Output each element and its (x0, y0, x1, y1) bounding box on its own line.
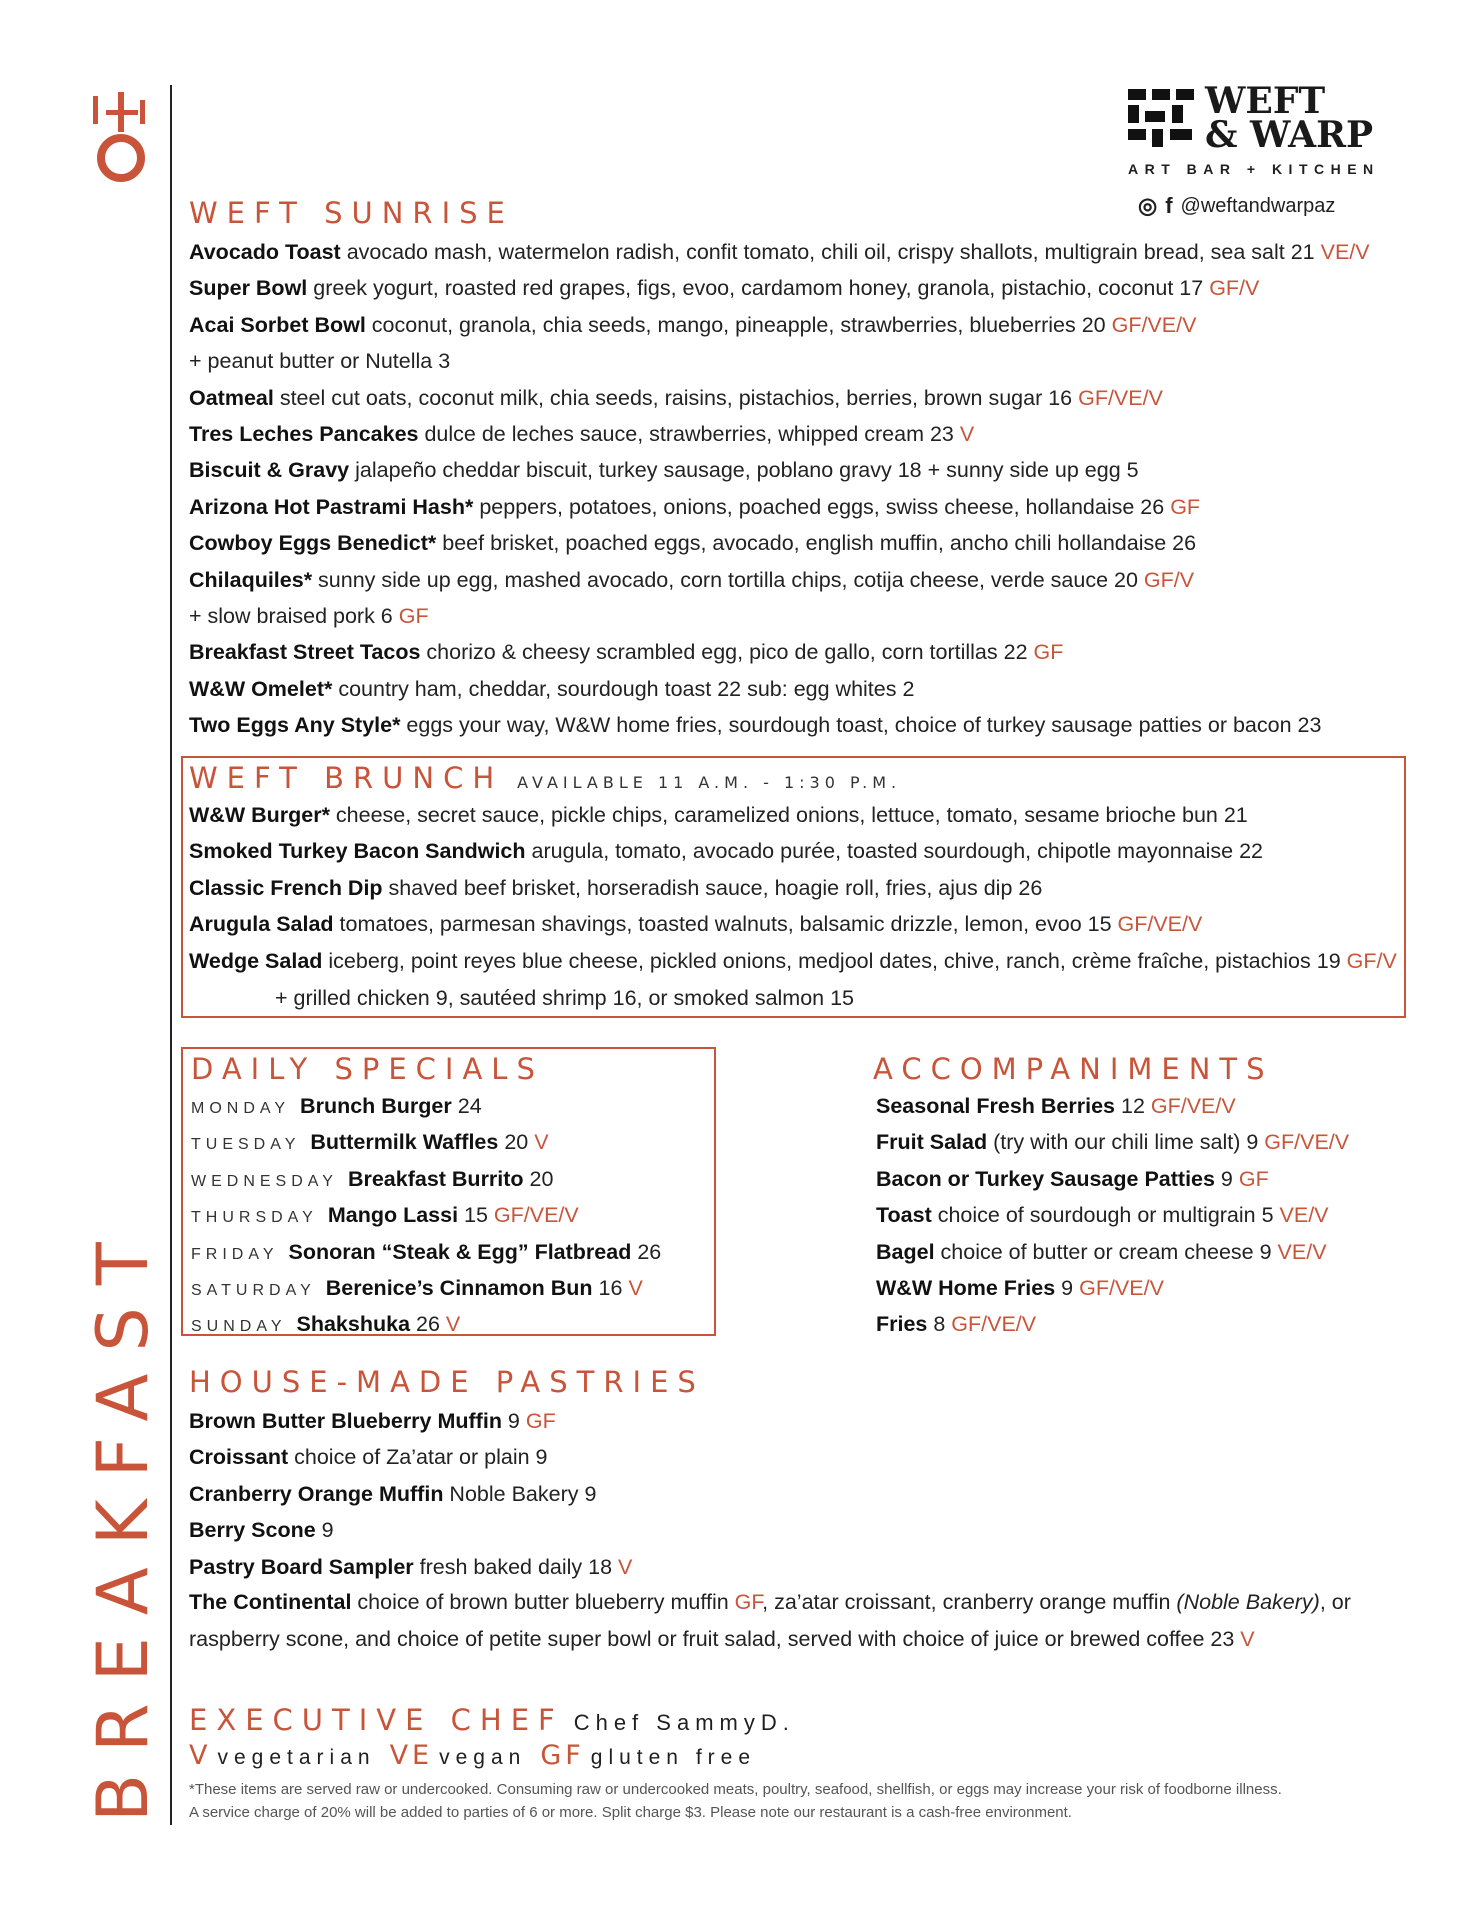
legend-key: GF (540, 1740, 585, 1771)
special-price: 26 (631, 1239, 662, 1264)
brunch-availability: AVAILABLE 11 A.M. - 1:30 P.M. (517, 773, 902, 792)
special-price: 26 (410, 1312, 446, 1337)
special-price: 24 (451, 1094, 482, 1118)
menu-item (189, 1409, 556, 1434)
special-day: SUNDAY (191, 1318, 287, 1336)
special-name: Mango Lassi (327, 1203, 459, 1228)
menu-item (876, 1130, 1349, 1155)
daily-special (191, 1312, 460, 1337)
item-description: choice of sourdough or multigrain 5 (931, 1203, 1280, 1228)
menu-item (189, 640, 1063, 665)
brand-name-line2: & WARP (1205, 114, 1374, 156)
brunch-addon: + grilled chicken 9, sautéed shrimp 16, or smoked salmon 15 (275, 986, 855, 1010)
diet-tag: GF (1033, 640, 1064, 665)
diet-tag: GF/VE/V (1078, 385, 1163, 410)
daily-special (191, 1130, 549, 1155)
diet-tag: V (959, 422, 975, 446)
item-name: Arugula Salad (189, 912, 334, 937)
item-description: 9 (1214, 1166, 1239, 1191)
item-name: W&W Home Fries (876, 1276, 1056, 1300)
menu-item (189, 713, 1321, 738)
item-name: Breakfast Street Tacos (189, 640, 421, 665)
item-description: eggs your way, W&W home fries, sourdough toast, choice of turkey sausage patties or bacon 23 (400, 713, 1322, 738)
item-name: W&W Omelet* (189, 676, 333, 701)
social-handle: @weftandwarpaz (1180, 194, 1336, 217)
instagram-icon[interactable]: ◎ (1138, 193, 1158, 218)
item-name: Fruit Salad (876, 1130, 988, 1155)
item-name: Fries (876, 1312, 928, 1337)
continental-desc: , or (1319, 1590, 1351, 1614)
item-name: Wedge Salad (189, 948, 323, 973)
menu-item (189, 803, 1248, 828)
item-description: iceberg, point reyes blue cheese, pickled onions, medjool dates, chive, ranch, crème fraîche, pistachios 19 (322, 948, 1347, 973)
special-price: 20 (498, 1130, 535, 1155)
diet-tag: V (618, 1554, 633, 1579)
item-name: Acai Sorbet Bowl (189, 312, 366, 337)
item-name: Oatmeal (189, 385, 274, 410)
continental-note: (Noble Bakery) (1176, 1590, 1320, 1614)
brand-name (1205, 80, 1374, 156)
item-description: + slow braised pork 6 (189, 604, 399, 628)
continental-line2 (189, 1627, 1255, 1652)
menu-item (876, 1240, 1327, 1265)
item-description: avocado mash, watermelon radish, confit tomato, chili oil, crispy shallots, multigrain bread, sea salt 21 (340, 240, 1321, 264)
menu-item (189, 949, 1397, 974)
continental-desc: , za’atar croissant, cranberry orange muffin (762, 1590, 1177, 1614)
item-description: peppers, potatoes, onions, poached eggs, swiss cheese, hollandaise 26 (473, 494, 1171, 519)
item-description: steel cut oats, coconut milk, chia seeds, raisins, pistachios, berries, brown sugar 16 (273, 385, 1079, 410)
item-name: Arizona Hot Pastrami Hash* (189, 494, 474, 519)
legend-key: V (189, 1740, 212, 1771)
item-name: Avocado Toast (189, 240, 341, 264)
brunch-title: WEFT BRUNCH (189, 761, 504, 795)
diet-tag: GF/V (1209, 276, 1260, 301)
item-name: Biscuit & Gravy (189, 458, 350, 483)
daily-special (191, 1240, 661, 1265)
menu-item (189, 313, 1196, 338)
menu-item (189, 568, 1194, 593)
item-description: + peanut butter or Nutella 3 (189, 349, 451, 374)
brunch-header (189, 761, 901, 795)
menu-item (189, 912, 1202, 937)
daily-special (191, 1167, 553, 1192)
legend-label: vegan (439, 1746, 527, 1769)
menu-item (189, 349, 450, 374)
social-handle-row (1138, 193, 1335, 219)
brand-tagline: ART BAR + KITCHEN (1128, 161, 1380, 177)
item-description: jalapeño cheddar biscuit, turkey sausage, poblano gravy 18 + sunny side up egg 5 (349, 458, 1139, 483)
diet-tag: GF/VE/V (951, 1312, 1037, 1337)
special-price: 15 (458, 1203, 494, 1228)
diet-tag: GF/VE/V (1150, 1094, 1236, 1118)
continental-desc: raspberry scone, and choice of petite super bowl or fruit salad, served with choice of juice or brewed coffee 23 (189, 1627, 1241, 1651)
disclaimer-line1: *These items are served raw or undercooked. Consuming raw or undercooked meats, poultry, seafood, shellfish, or eggs may increase your risk of foodborne illness. (189, 1781, 1282, 1798)
special-price: 16 (592, 1276, 629, 1300)
menu-item (189, 531, 1196, 556)
item-description: chorizo & cheesy scrambled egg, pico de gallo, corn tortillas 22 (420, 640, 1034, 665)
menu-item (189, 677, 914, 702)
item-name: Bacon or Turkey Sausage Patties (876, 1166, 1215, 1191)
item-name: Chilaquiles* (189, 567, 313, 592)
daily-special (191, 1203, 579, 1228)
item-name: Bagel (876, 1239, 935, 1264)
item-name: Classic French Dip (189, 875, 383, 900)
special-day: MONDAY (191, 1100, 291, 1117)
continental-line1 (189, 1590, 1351, 1615)
menu-item (189, 839, 1263, 864)
chef-title: EXECUTIVE CHEF (189, 1703, 564, 1737)
special-day: THURSDAY (191, 1209, 318, 1227)
item-name: Toast (876, 1203, 932, 1228)
special-day: FRIDAY (191, 1245, 279, 1263)
diet-legend (189, 1740, 770, 1771)
item-description: cheese, secret sauce, pickle chips, caramelized onions, lettuce, tomato, sesame brioche bun 21 (329, 803, 1248, 827)
special-name: Brunch Burger (300, 1094, 452, 1118)
menu-item (189, 1518, 334, 1543)
item-description: Noble Bakery 9 (443, 1481, 597, 1506)
menu-item (189, 876, 1042, 901)
item-description: fresh baked daily 18 (413, 1554, 619, 1579)
brand-name-line1: WEFT (1205, 80, 1326, 122)
menu-item (189, 604, 429, 629)
diet-tag: GF (398, 604, 429, 628)
item-name: Croissant (189, 1445, 289, 1470)
fork-utensil-icon (88, 92, 158, 187)
chef-name: Chef SammyD. (573, 1710, 795, 1735)
item-description: beef brisket, poached eggs, avocado, english muffin, ancho chili hollandaise 26 (436, 531, 1197, 556)
weave-logo-icon (1128, 89, 1196, 149)
item-name: Tres Leches Pancakes (189, 422, 419, 446)
special-price: 20 (523, 1166, 554, 1191)
item-description: sunny side up egg, mashed avocado, corn tortilla chips, cotija cheese, verde sauce 20 (312, 567, 1144, 592)
diet-tag: GF/V (1143, 567, 1195, 592)
item-name: Seasonal Fresh Berries (876, 1094, 1116, 1118)
side-title: BREAKFAST (82, 1220, 164, 1822)
special-day: TUESDAY (191, 1136, 301, 1154)
special-name: Sonoran “Steak & Egg” Flatbread (288, 1239, 632, 1264)
sunrise-title: WEFT SUNRISE (189, 196, 514, 230)
special-name: Shakshuka (296, 1312, 411, 1337)
diet-tag: VE/V (1279, 1203, 1329, 1228)
menu-item (189, 276, 1259, 301)
item-description: greek yogurt, roasted red grapes, figs, evoo, cardamom honey, granola, pistachio, coconut 17 (307, 276, 1210, 301)
menu-item (876, 1312, 1036, 1337)
item-description: 8 (927, 1312, 952, 1337)
special-day: WEDNESDAY (191, 1172, 338, 1190)
diet-tag: VE/V (1320, 240, 1370, 264)
item-description: 9 (1055, 1276, 1080, 1300)
diet-tag: GF (1170, 494, 1201, 519)
item-description: choice of Za’atar or plain 9 (288, 1445, 548, 1470)
menu-item (189, 1445, 548, 1470)
item-description: choice of butter or cream cheese 9 (934, 1239, 1278, 1264)
item-description: dulce de leches sauce, strawberries, whipped cream 23 (418, 422, 960, 446)
item-name: Super Bowl (189, 276, 308, 301)
pastries-title: HOUSE-MADE PASTRIES (189, 1365, 705, 1399)
special-name: Breakfast Burrito (347, 1166, 524, 1191)
diet-tag: V (628, 1276, 643, 1300)
legend-label: gluten free (590, 1746, 757, 1769)
facebook-icon[interactable]: f (1165, 193, 1173, 218)
disclaimer-line2: A service charge of 20% will be added to parties of 6 or more. Split charge $3. Please note our restaurant is a cash-free environment. (189, 1804, 1072, 1821)
vertical-divider (170, 85, 172, 1825)
diet-tag: V (1240, 1627, 1255, 1651)
diet-tag: GF/VE/V (1117, 912, 1203, 937)
diet-tag: V (534, 1130, 549, 1155)
diet-tag: GF/VE/V (493, 1203, 579, 1228)
diet-tag: GF/VE/V (1111, 312, 1197, 337)
menu-item (189, 422, 974, 447)
diet-tag: VE/V (1277, 1239, 1327, 1264)
item-name: Cowboy Eggs Benedict* (189, 531, 437, 556)
item-description: 12 (1115, 1094, 1151, 1118)
specials-title: DAILY SPECIALS (191, 1052, 544, 1086)
diet-tag: GF/V (1346, 948, 1397, 973)
item-description: 9 (315, 1518, 334, 1543)
menu-item (876, 1276, 1164, 1301)
item-description: arugula, tomato, avocado purée, toasted sourdough, chipotle mayonnaise 22 (525, 839, 1263, 864)
special-name: Buttermilk Waffles (310, 1130, 499, 1155)
menu-item (189, 1482, 596, 1507)
diet-tag: V (445, 1312, 461, 1337)
menu-item (189, 458, 1139, 483)
item-name: Two Eggs Any Style* (189, 713, 401, 738)
item-description: tomatoes, parmesan shavings, toasted walnuts, balsamic drizzle, lemon, evoo 15 (333, 912, 1118, 937)
item-description: 9 (501, 1409, 526, 1433)
menu-item (189, 386, 1163, 411)
item-name: Cranberry Orange Muffin (189, 1481, 444, 1506)
item-name: Smoked Turkey Bacon Sandwich (189, 839, 526, 864)
item-name: Berry Scone (189, 1518, 316, 1543)
daily-special (191, 1276, 643, 1301)
item-description: country ham, cheddar, sourdough toast 22 sub: egg whites 2 (332, 676, 915, 701)
menu-item (189, 240, 1370, 265)
accompaniments-title: ACCOMPANIMENTS (873, 1052, 1274, 1086)
item-name: Pastry Board Sampler (189, 1554, 414, 1579)
legend-label: vegetarian (217, 1746, 376, 1769)
item-name: Brown Butter Blueberry Muffin (189, 1409, 502, 1433)
continental-name: The Continental (189, 1590, 352, 1614)
diet-tag: GF (1238, 1166, 1269, 1191)
continental-desc: choice of brown butter blueberry muffin (351, 1590, 735, 1614)
executive-chef (189, 1703, 795, 1737)
item-description: shaved beef brisket, horseradish sauce, hoagie roll, fries, ajus dip 26 (382, 875, 1043, 900)
item-description: coconut, granola, chia seeds, mango, pineapple, strawberries, blueberries 20 (365, 312, 1112, 337)
diet-tag: GF/VE/V (1079, 1276, 1164, 1300)
legend-key: VE (389, 1740, 434, 1771)
diet-tag: GF (734, 1590, 763, 1614)
diet-tag: GF/VE/V (1264, 1130, 1350, 1155)
menu-item (876, 1094, 1236, 1119)
menu-item (876, 1167, 1269, 1192)
menu-item (189, 495, 1200, 520)
menu-item (876, 1203, 1329, 1228)
diet-tag: GF (525, 1409, 556, 1433)
special-name: Berenice’s Cinnamon Bun (325, 1276, 593, 1300)
menu-item (189, 1555, 632, 1580)
special-day: SATURDAY (191, 1282, 316, 1299)
item-name: W&W Burger* (189, 803, 330, 827)
item-description: (try with our chili lime salt) 9 (987, 1130, 1265, 1155)
daily-special (191, 1094, 482, 1119)
